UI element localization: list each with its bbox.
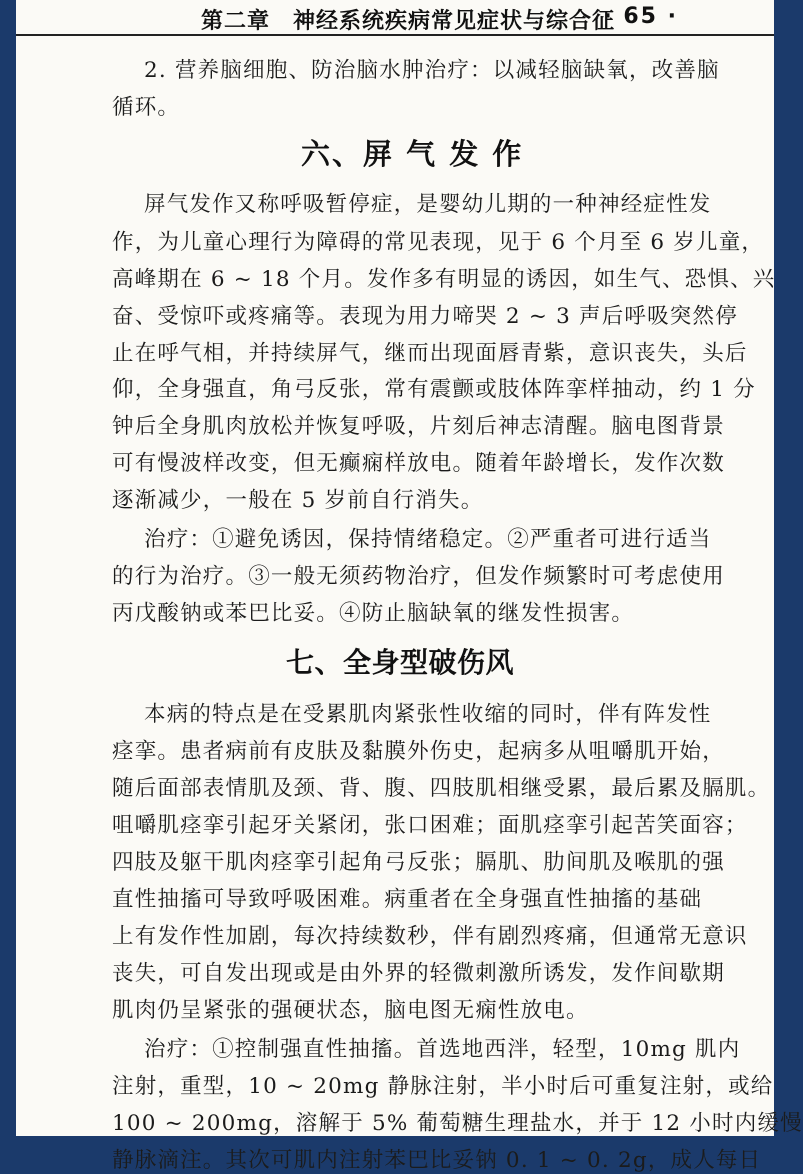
body-line: 咀嚼肌痉挛引起牙关紧闭，张口困难；面肌痉挛引起苦笑面容；: [112, 813, 748, 838]
section-heading: 七、全身型破伤风: [286, 646, 515, 679]
body-line: 注射，重型，10 ~ 20mg 静脉注射，半小时后可重复注射，或给: [112, 1074, 774, 1099]
body-line: 本病的特点是在受累肌肉紧张性收缩的同时，伴有阵发性: [144, 702, 712, 727]
body-line: 仰，全身强直，角弓反张，常有震颤或肢体阵挛样抽动，约 1 分: [112, 377, 756, 402]
body-line: 屏气发作又称呼吸暂停症，是婴幼儿期的一种神经症性发: [144, 192, 712, 217]
running-header: [16, 0, 774, 36]
body-line: 治疗：①避免诱因，保持情绪稳定。②严重者可进行适当: [144, 527, 712, 552]
body-line: 的行为治疗。③一般无须药物治疗，但发作频繁时可考虑使用: [112, 564, 725, 589]
body-line: 四肢及躯干肌肉痉挛引起角弓反张；膈肌、肋间肌及喉肌的强: [112, 850, 725, 875]
page-number: · 65 ·: [603, 4, 678, 29]
body-line: 奋、受惊吓或疼痛等。表现为用力啼哭 2 ~ 3 声后呼吸突然停: [112, 304, 738, 329]
section-heading: 六、屏 气 发 作: [301, 137, 524, 171]
body-line: 循环。: [112, 95, 181, 120]
body-line: 可有慢波样改变，但无癫痫样放电。随着年龄增长，发作次数: [112, 451, 725, 476]
body-line: 治疗：①控制强直性抽搐。首选地西泮，轻型，10mg 肌内: [144, 1037, 741, 1062]
body-line: 丙戊酸钠或苯巴比妥。④防止脑缺氧的继发性损害。: [112, 601, 635, 626]
body-line: 静脉滴注。其次可肌内注射苯巴比妥钠 0. 1 ~ 0. 2g，成人每日: [112, 1148, 762, 1173]
chapter-title: 第二章 神经系统疾病常见症状与综合征: [201, 9, 616, 34]
body-line: 作，为儿童心理行为障碍的常见表现，见于 6 个月至 6 岁儿童，: [112, 230, 765, 255]
body-line: 痉挛。患者病前有皮肤及黏膜外伤史，起病多从咀嚼肌开始，: [112, 739, 725, 764]
body-line: 随后面部表情肌及颈、背、腹、四肢肌相继受累，最后累及膈肌。: [112, 776, 771, 801]
body-line: 上有发作性加剧，每次持续数秒，伴有剧烈疼痛，但通常无意识: [112, 924, 748, 949]
body-line: 肌肉仍呈紧张的强硬状态，脑电图无痫性放电。: [112, 998, 589, 1023]
body-line: 丧失，可自发出现或是由外界的轻微刺激所诱发，发作间歇期: [112, 961, 725, 986]
body-line: 钟后全身肌肉放松并恢复呼吸，片刻后神志清醒。脑电图背景: [112, 414, 725, 439]
body-line: 100 ~ 200mg，溶解于 5% 葡萄糖生理盐水，并于 12 小时内缓慢: [112, 1111, 803, 1136]
body-line: 逐渐减少，一般在 5 岁前自行消失。: [112, 488, 484, 513]
body-line: 2. 营养脑细胞、防治脑水肿治疗：以减轻脑缺氧，改善脑: [144, 58, 720, 83]
book-page: [16, 0, 803, 1173]
body-line: 直性抽搐可导致呼吸困难。病重者在全身强直性抽搐的基础: [112, 887, 703, 912]
body-line: 止在呼气相，并持续屏气，继而出现面唇青紫，意识丧失，头后: [112, 341, 748, 366]
body-line: 高峰期在 6 ~ 18 个月。发作多有明显的诱因，如生气、恐惧、兴: [112, 267, 776, 292]
